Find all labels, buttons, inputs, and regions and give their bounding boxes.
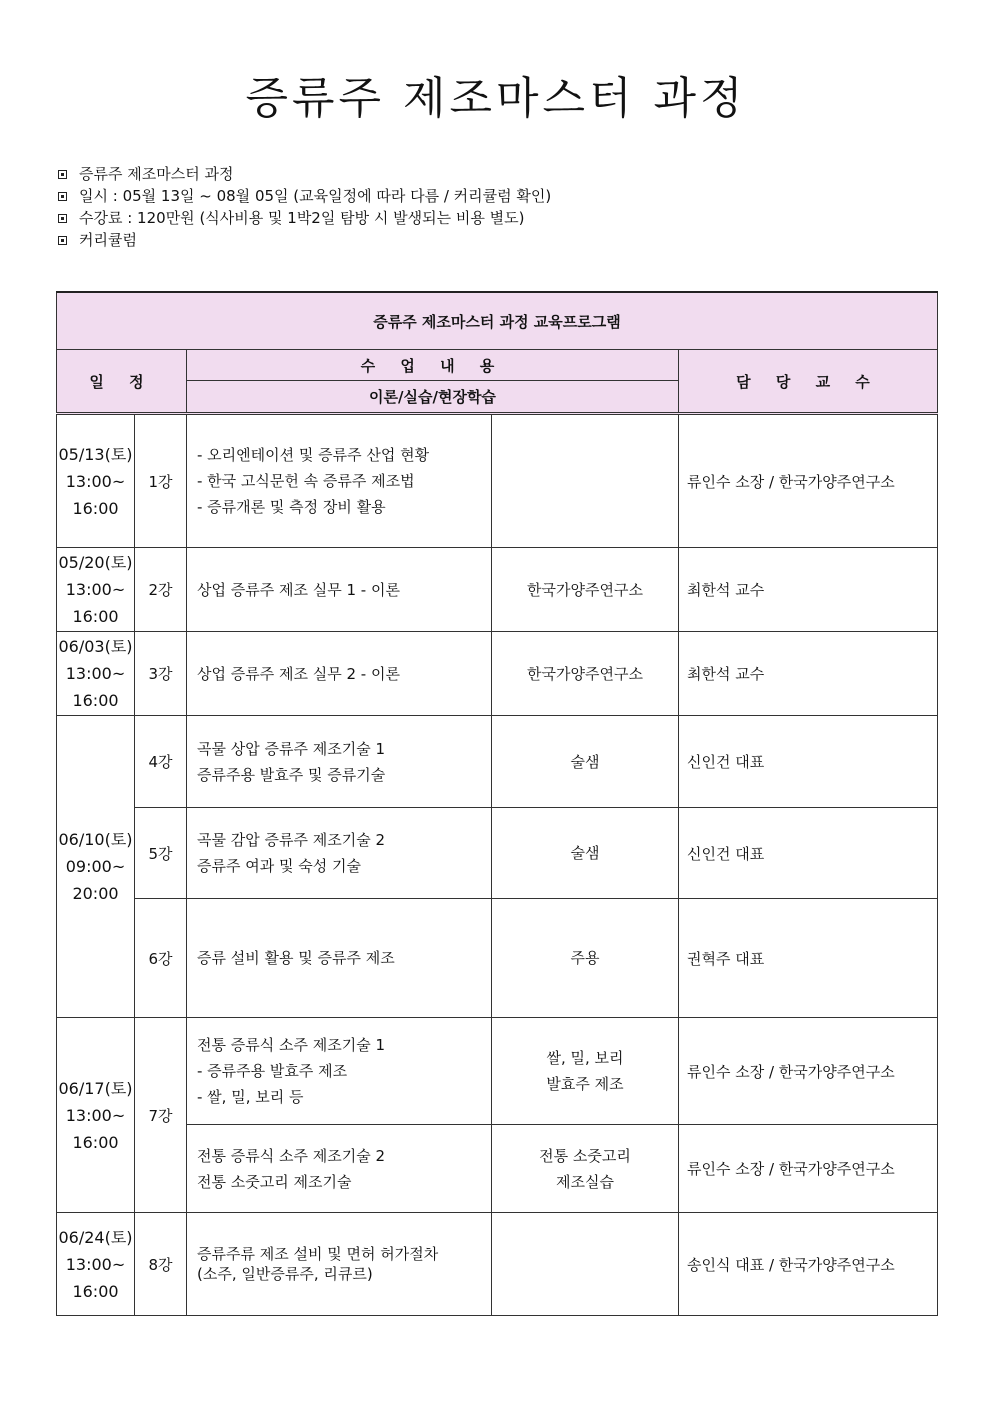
header-content-sub: 이론/실습/현장학습 (187, 381, 679, 414)
header-schedule: 일 정 (57, 350, 187, 414)
professor: 류인수 소장 / 한국가양주연구소 (679, 414, 938, 548)
session-date: 05/13(토) 13:00~ 16:00 (57, 414, 135, 548)
lecture-place: 전통 소줏고리 제조실습 (492, 1125, 679, 1213)
table-row (57, 1125, 938, 1213)
info-item: 수강료 : 120만원 (식사비용 및 1박2일 탐방 시 발생되는 비용 별도) (58, 207, 551, 229)
lecture-number: 8강 (135, 1213, 187, 1316)
lecture-number: 6강 (135, 899, 187, 1018)
page-title: 증류주 제조마스터 과정 (245, 73, 747, 124)
checkbox-bullet-icon (58, 170, 67, 179)
lecture-place: 쌀, 밀, 보리 발효주 제조 (492, 1018, 679, 1125)
header-content: 수 업 내 용 (187, 350, 679, 381)
checkbox-bullet-icon (58, 214, 67, 223)
lecture-content: 곡물 감압 증류주 제조기술 2 증류주 여과 및 숙성 기술 (187, 808, 492, 899)
lecture-place: 술샘 (492, 808, 679, 899)
lecture-number: 3강 (135, 632, 187, 716)
professor: 류인수 소장 / 한국가양주연구소 (679, 1125, 938, 1213)
lecture-place: 술샘 (492, 716, 679, 808)
professor: 최한석 교수 (679, 548, 938, 632)
table-row (57, 899, 938, 1018)
lecture-content: 전통 증류식 소주 제조기술 1 - 증류주용 발효주 제조 - 쌀, 밀, 보리 등 (187, 1018, 492, 1125)
professor: 류인수 소장 / 한국가양주연구소 (679, 1018, 938, 1125)
lecture-content: 상업 증류주 제조 실무 1 - 이론 (187, 548, 492, 632)
lecture-content: 곡물 상압 증류주 제조기술 1 증류주용 발효주 및 증류기술 (187, 716, 492, 808)
table-row (57, 716, 938, 808)
professor: 신인건 대표 (679, 808, 938, 899)
session-date: 06/03(토) 13:00~ 16:00 (57, 632, 135, 716)
info-item: 일시 : 05월 13일 ~ 08월 05일 (교육일정에 따라 다름 / 커리큘럼 확인) (58, 185, 551, 207)
professor: 신인건 대표 (679, 716, 938, 808)
lecture-content: 증류 설비 활용 및 증류주 제조 (187, 899, 492, 1018)
table-row (57, 1018, 938, 1125)
professor: 최한석 교수 (679, 632, 938, 716)
session-date: 06/17(토) 13:00~ 16:00 (57, 1018, 135, 1213)
table-row (57, 548, 938, 632)
lecture-content: - 오리엔테이션 및 증류주 산업 현황 - 한국 고식문헌 속 증류주 제조법 - 증류개론 및 측정 장비 활용 (187, 414, 492, 548)
table-row (57, 1213, 938, 1316)
lecture-number: 4강 (135, 716, 187, 808)
session-date: 06/10(토) 09:00~ 20:00 (57, 716, 135, 1018)
table-row (57, 808, 938, 899)
lecture-content: 증류주류 제조 설비 및 면허 허가절차 (소주, 일반증류주, 리큐르) (187, 1213, 492, 1316)
checkbox-bullet-icon (58, 192, 67, 201)
info-item: 커리큘럼 (58, 229, 551, 251)
table-row (57, 414, 938, 548)
lecture-number: 1강 (135, 414, 187, 548)
curriculum-table (56, 291, 938, 1316)
professor: 권혁주 대표 (679, 899, 938, 1018)
session-date: 06/24(토) 13:00~ 16:00 (57, 1213, 135, 1316)
session-date: 05/20(토) 13:00~ 16:00 (57, 548, 135, 632)
checkbox-bullet-icon (58, 236, 67, 245)
info-item: 증류주 제조마스터 과정 (58, 163, 551, 185)
lecture-place (492, 414, 679, 548)
lecture-content: 상업 증류주 제조 실무 2 - 이론 (187, 632, 492, 716)
lecture-place: 한국가양주연구소 (492, 632, 679, 716)
info-list (58, 163, 551, 251)
lecture-place: 한국가양주연구소 (492, 548, 679, 632)
lecture-place: 주용 (492, 899, 679, 1018)
lecture-number: 5강 (135, 808, 187, 899)
lecture-number: 2강 (135, 548, 187, 632)
professor: 송인식 대표 / 한국가양주연구소 (679, 1213, 938, 1316)
header-professor: 담 당 교 수 (679, 350, 938, 414)
lecture-place (492, 1213, 679, 1316)
lecture-content: 전통 증류식 소주 제조기술 2 전통 소줏고리 제조기술 (187, 1125, 492, 1213)
lecture-number: 7강 (135, 1018, 187, 1213)
table-row (57, 632, 938, 716)
table-caption: 증류주 제조마스터 과정 교육프로그램 (57, 292, 938, 350)
